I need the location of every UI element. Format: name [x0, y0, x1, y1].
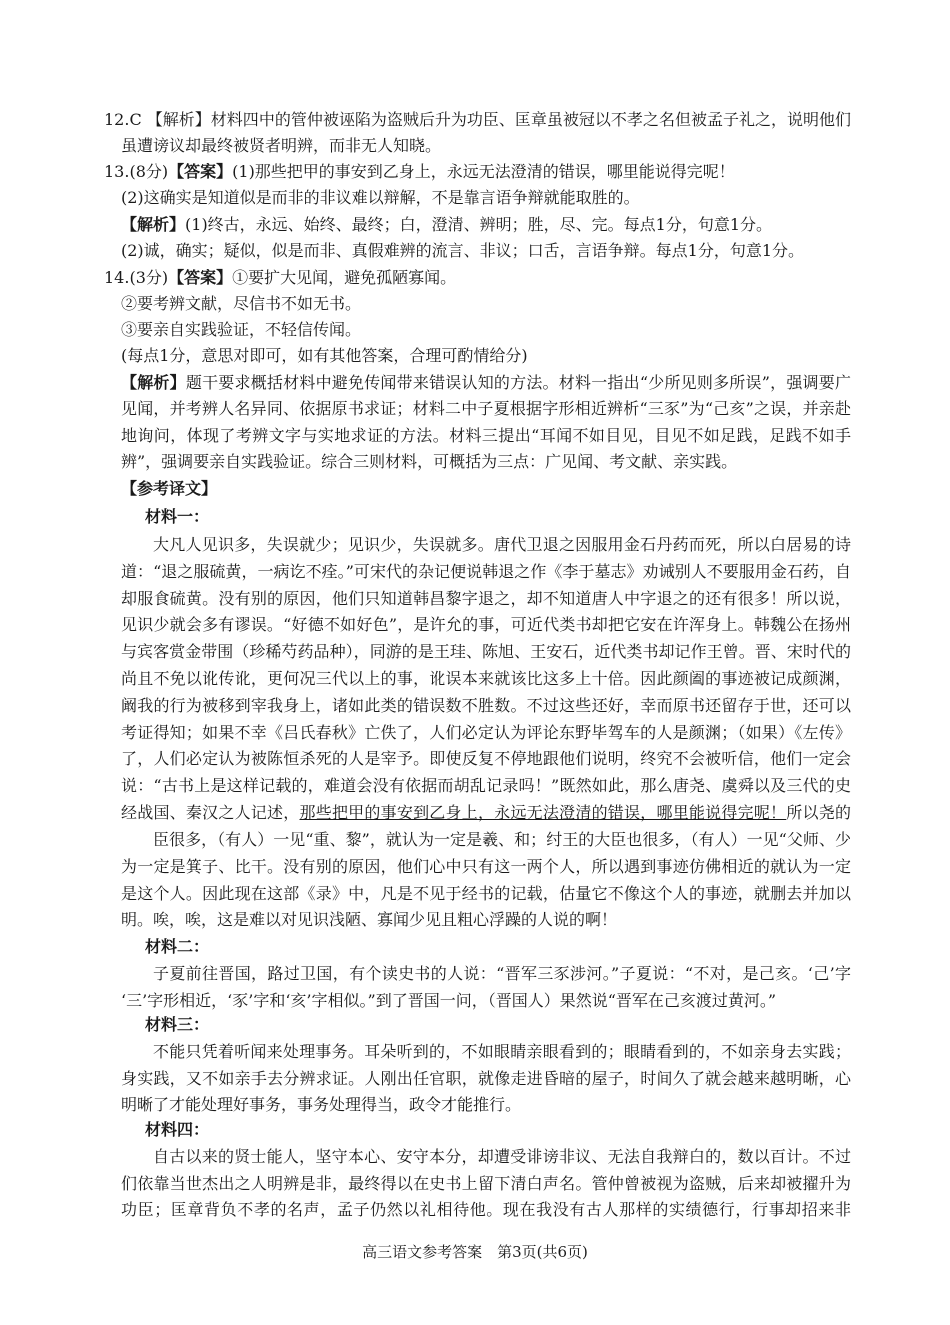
q14-answer-tag: 【答案】: [168, 268, 233, 287]
material-1-title: 材料一：: [145, 507, 210, 526]
m3-line: 明晰了才能处理好事务，事务处理得当，政令才能推行。: [121, 1095, 522, 1114]
m3-line: 身实践，又不如亲手去分辨求证。人刚出任官职，就像走进昏暗的屋子，时间久了就会越来越明晰，心: [121, 1068, 851, 1088]
q14-answer-2: ②要考辨文献，尽信书不如无书。: [121, 294, 362, 313]
q13-analysis-1: [121, 215, 772, 235]
m1a-line: 与宾客赏金带围（珍稀芍药品种），同游的是王珪、陈旭、王安石，近代类书却记作王曾。晋、宋时代的: [121, 642, 851, 662]
m2-line: ‘三’字形相近，‘豕’字和‘亥’字相似。”到了晋国一问，（晋国人）果然说“晋军在己亥渡过黄河。”: [121, 990, 777, 1010]
material-4-title: 材料四：: [145, 1120, 210, 1139]
q12-line1: 12.C 【解析】材料四中的管仲被诬陷为盗贼后升为功臣、匡章虽被冠以不孝之名但被孟子礼之，说明他们: [104, 110, 851, 129]
m1b-line: 明。唉，唉，这是难以对见识浅陋、寡闻少见且粗心浮躁的人说的啊！: [121, 910, 618, 930]
q14-scoring-note: (每点1分，意思对即可，如有其他答案，合理可酌情给分): [121, 346, 528, 365]
q14-analysis-text: 题干要求概括材料中避免传闻带来错误认知的方法。材料一指出“少所见则多所误”，强调要广: [185, 373, 851, 392]
page-footer: 高三语文参考答案 第3页(共6页): [362, 1243, 588, 1261]
m1a-line: 道：“退之服硫黄，一病讫不痊。”可宋代的杂记便说韩退之作《李于墓志》劝诫别人不要服用金石药，自: [121, 561, 851, 581]
m1a-line: 尚且不免以讹传讹，更何况三代以上的事，讹误本来就该比这多上十倍。因此颜阖的事迹被记成颜渊，: [121, 669, 851, 688]
m4-line: 自古以来的贤士能人，坚守本心、安守本分，却遭受诽谤非议、无法自我辩白的，数以百计。不过: [153, 1147, 851, 1166]
q14-analysis-tag: 【解析】: [121, 373, 186, 392]
material-1-underlined-answer: 那些把甲的事安到乙身上，永远无法澄清的错误，哪里能说得完呢！: [299, 803, 787, 822]
m1a-line: 考证得知；如果不幸《吕氏春秋》亡佚了，人们必定认为评论东野毕驾车的人是颜渊；（如果）《左传》: [121, 722, 851, 742]
material-3-title: 材料三：: [145, 1015, 210, 1034]
m4-line: 们依靠当世杰出之人明辨是非，最终得以在史书上留下清白声名。管仲曾被视为盗贼，后来却被擢升为: [121, 1173, 851, 1193]
q13-number: 13.(8分): [104, 162, 169, 181]
material-2-title: 材料二：: [145, 937, 210, 956]
q13-line1: [104, 162, 735, 182]
material-1-line-11-post: 所以尧的: [786, 803, 851, 822]
q13-analysis-tag: 【解析】: [121, 215, 186, 234]
q14-analysis-3: 地询问，体现了考辨文字与实地求证的方法。材料三提出“耳闻不如目见，目见不如足践，足践不如手: [121, 426, 851, 445]
m1a-line: 阚我的行为被移到宰我身上，诸如此类的错误数不胜数。不过这些还好，幸而原书还留存于世，还可以: [121, 695, 851, 715]
q14-answer-1: ①要扩大见闻，避免孤陋寡闻。: [232, 268, 457, 287]
q14-analysis-1: [121, 373, 851, 393]
m1a-line: 说：“古书上是这样记载的，难道会没有依据而胡乱记录吗！”既然如此，那么唐尧、虞舜以及三代的史: [121, 776, 851, 796]
m1a-line: 大凡人见识多，失误就少；见识少，失误就多。唐代卫退之因服用金石丹药而死，所以白居易的诗: [153, 535, 851, 554]
q14-analysis-2: 见闻，并考辨人名异同、依据原书求证；材料二中子夏根据字形相近辨析“三豕”为“己亥”之误，并亲赴: [121, 399, 851, 418]
m1a-line: 却服食硫黄。没有别的原因，他们只知道韩昌黎字退之，却不知道唐人中字退之的还有很多！所以说，: [121, 588, 851, 608]
q14-answer-3: ③要亲自实践验证，不轻信传闻。: [121, 320, 362, 339]
m1b-line: 为一定是箕子、比干。没有别的原因，他们心中只有这一两个人，所以遇到事迹仿佛相近的就认为一定: [121, 856, 851, 876]
m1b-line: 是这个人。因此现在这部《录》中，凡是不见于经书的记载，估量它不像这个人的事迹，就删去并加以: [121, 883, 851, 903]
q12-line2: 虽遭谤议却最终被贤者明辨，而非无人知晓。: [121, 136, 442, 155]
m1b-line: 臣很多，（有人）一见“重、黎”，就认为一定是羲、和；纣王的大臣也很多，（有人）一见“父师、少: [153, 830, 851, 849]
q14-analysis-4: 辨”，强调要亲自实践验证。综合三则材料，可概括为三点：广见闻、考文献、亲实践。: [121, 452, 738, 471]
q14-number: 14.(3分): [104, 268, 169, 287]
q13-analysis-2: (2)诚，确实；疑似，似是而非、真假难辨的流言、非议；口舌，言语争辩。每点1分，句意1分。: [121, 241, 805, 260]
m4-line: 功臣；匡章背负不孝的名声，孟子仍然以礼相待他。现在我没有古人那样的实绩德行，行事却招来非: [121, 1200, 851, 1219]
translation-heading: 【参考译文】: [121, 479, 218, 498]
q14-line1: [104, 268, 456, 288]
q13-answer-2: (2)这确实是知道似是而非的非议难以辩解，不是靠言语争辩就能取胜的。: [121, 188, 640, 207]
q13-answer-tag: 【答案】: [168, 162, 233, 181]
material-1-line-11: [121, 803, 851, 823]
q13-analysis-text: (1)终古，永远、始终、最终；白，澄清、辨明；胜，尽、完。每点1分，句意1分。: [185, 215, 773, 234]
m2-line: 子夏前往晋国，路过卫国，有个读史书的人说：“晋军三豕涉河。”子夏说：“不对，是己亥。‘己’字: [153, 964, 851, 983]
m3-line: 不能只凭着听闻来处理事务。耳朵听到的，不如眼睛亲眼看到的；眼睛看到的，不如亲身去实践；: [153, 1042, 851, 1061]
material-1-line-11-pre: 经战国、秦汉之人记述，: [121, 803, 300, 822]
q13-answer-1: (1)那些把甲的事安到乙身上，永远无法澄清的错误，哪里能说得完呢！: [232, 162, 735, 181]
m1a-line: 了，人们必定认为被陈恒杀死的人是宰予。即使反复不停地跟他们说明，终究不会被听信，他们一定会: [121, 749, 851, 769]
m1a-line: 见识少就会多有谬误。“好德不如好色”，是许允的事，可近代类书却把它安在许浑身上。韩魏公在扬州: [121, 615, 851, 635]
